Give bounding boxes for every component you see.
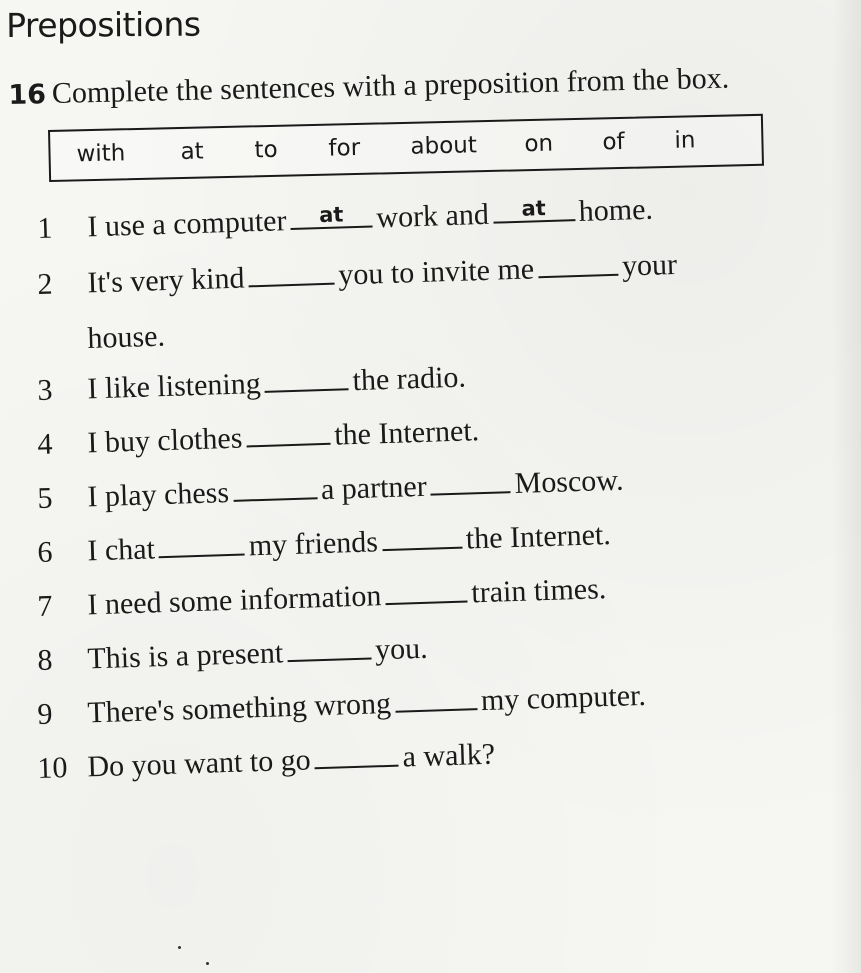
sentence-number: 10 bbox=[36, 751, 68, 786]
answer-blank[interactable] bbox=[538, 252, 619, 279]
word-box-item: at bbox=[180, 138, 204, 165]
sentence-8 bbox=[37, 632, 428, 678]
sentence-text: I like listening bbox=[86, 367, 262, 406]
word-box-item: to bbox=[254, 136, 278, 164]
sentence-text: I need some information bbox=[86, 579, 382, 622]
word-box-item: with bbox=[76, 140, 126, 168]
answer-blank[interactable] bbox=[246, 421, 331, 448]
sentence-number: 4 bbox=[36, 427, 53, 462]
answer-blank[interactable] bbox=[314, 743, 399, 770]
answer-blank[interactable] bbox=[233, 475, 318, 502]
sentence-text: the Internet. bbox=[465, 518, 612, 556]
sentence-2-continuation: house. bbox=[86, 319, 166, 356]
handwritten-answer: at bbox=[521, 196, 547, 221]
sentence-text: a walk? bbox=[402, 737, 496, 774]
sentence-text: home. bbox=[578, 192, 654, 228]
sentence-text: I play chess bbox=[86, 475, 230, 514]
answer-blank[interactable] bbox=[287, 636, 372, 663]
sentence-number: 1 bbox=[36, 211, 53, 246]
handwritten-answer: at bbox=[318, 202, 344, 228]
sentence-number: 8 bbox=[36, 643, 53, 678]
sentence-text: There's something wrong bbox=[86, 686, 392, 730]
word-box-item: on bbox=[524, 130, 554, 158]
sentence-6 bbox=[37, 518, 611, 570]
speck bbox=[206, 962, 209, 965]
sentence-number: 9 bbox=[36, 697, 53, 732]
answer-blank[interactable] bbox=[248, 261, 335, 288]
sentence-number: 7 bbox=[36, 589, 53, 624]
word-box-item: about bbox=[410, 132, 478, 160]
sentence-7 bbox=[37, 572, 607, 624]
sentence-10 bbox=[37, 738, 496, 786]
sentence-text: the Internet. bbox=[333, 414, 480, 452]
sentence-text: a partner bbox=[320, 469, 428, 507]
exercise-number: 16 bbox=[8, 79, 47, 111]
sentence-4 bbox=[37, 414, 480, 462]
sentence-text: I buy clothes bbox=[86, 421, 243, 460]
answer-blank[interactable] bbox=[430, 469, 511, 496]
answer-blank[interactable] bbox=[492, 197, 575, 224]
sentence-text: Do you want to go bbox=[86, 743, 312, 784]
section-heading: Prepositions bbox=[6, 4, 201, 45]
answer-blank[interactable] bbox=[158, 531, 245, 558]
answer-blank[interactable] bbox=[290, 203, 373, 230]
sentence-text: you to invite me bbox=[337, 252, 535, 292]
sentence-text: work and bbox=[375, 197, 490, 235]
sentence-2 bbox=[37, 248, 678, 302]
sentence-number: 2 bbox=[36, 267, 53, 302]
instruction-text: Complete the sentences with a preposition from the box. bbox=[51, 61, 730, 111]
sentence-text: I chat bbox=[86, 532, 156, 568]
word-box-item: for bbox=[328, 134, 361, 162]
sentence-text: the radio. bbox=[352, 360, 467, 398]
sentence-1 bbox=[37, 193, 653, 246]
answer-blank[interactable] bbox=[385, 579, 468, 606]
sentence-text: my computer. bbox=[480, 678, 647, 718]
word-box-item: in bbox=[674, 127, 696, 154]
sentence-number: 3 bbox=[36, 373, 53, 408]
word-box-item: of bbox=[602, 128, 625, 156]
answer-blank[interactable] bbox=[381, 525, 462, 552]
sentence-3 bbox=[37, 361, 466, 408]
answer-blank[interactable] bbox=[264, 366, 349, 393]
sentence-number: 6 bbox=[36, 535, 53, 570]
sentence-text: Moscow. bbox=[514, 463, 624, 501]
speck bbox=[178, 946, 181, 949]
sentence-5 bbox=[37, 464, 624, 516]
sentence-text: This is a present bbox=[86, 636, 284, 676]
sentence-text: you. bbox=[374, 631, 429, 667]
sentence-text: train times. bbox=[470, 572, 607, 610]
sentence-number: 5 bbox=[36, 481, 53, 516]
answer-blank[interactable] bbox=[395, 686, 478, 713]
sentence-text: It's very kind bbox=[86, 261, 245, 300]
sentence-9 bbox=[37, 679, 646, 732]
sentence-text: your bbox=[621, 247, 678, 283]
sentence-text: my friends bbox=[248, 525, 379, 563]
sentence-text: I use a computer bbox=[86, 204, 287, 244]
